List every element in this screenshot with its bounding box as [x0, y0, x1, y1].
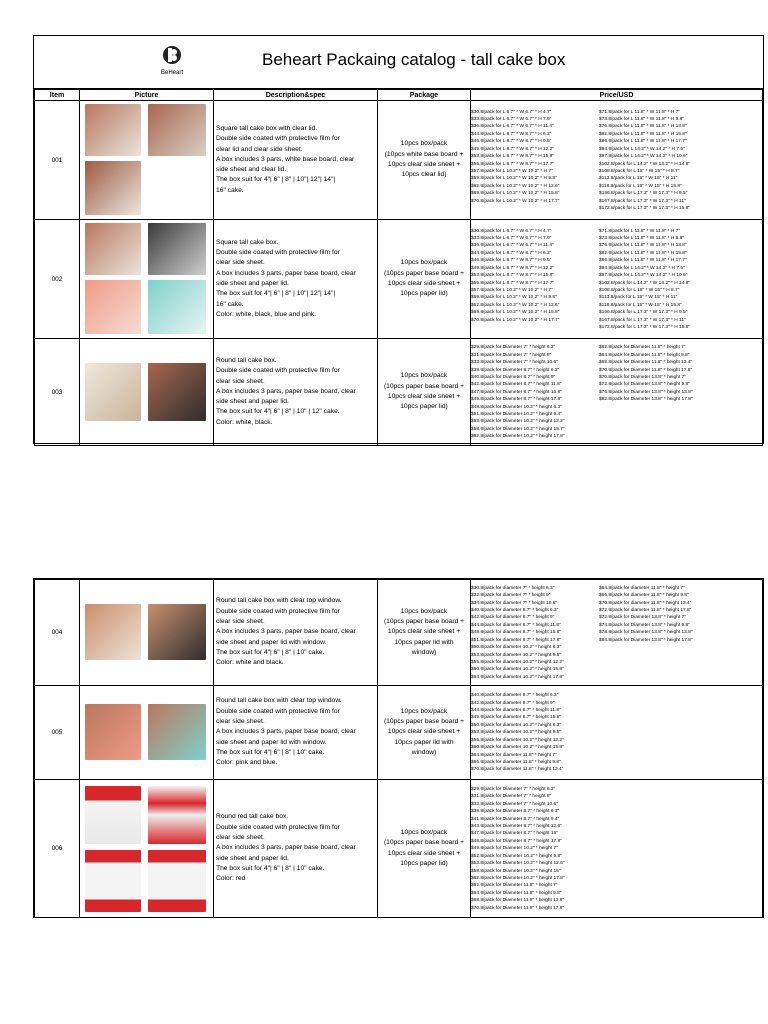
description-line: Round tall cake box with clear top window.: [216, 697, 342, 705]
price-line: $82.8/pack for L 11.8" * W 11.8" * H 15.8": [599, 131, 687, 137]
price-line: $55.8/pack for diameter 10.2" * height 12.2": [471, 659, 564, 665]
price-line: $72.8/pack for Diameter 13.8" * height 9.8": [599, 382, 690, 388]
description-cell: [214, 101, 378, 220]
table-row: [35, 686, 763, 780]
price-line: $41.8/pack for Diameter 8.7" * height 9.4": [471, 816, 560, 822]
item-number: 004: [35, 580, 80, 686]
price-line: $49.8/pack for L 8.7" * W 8.7" * H 12.2": [471, 265, 555, 271]
logo-text: BeHeart: [160, 70, 183, 76]
price-line: $53.8/pack for diameter 10.2" * height 9.5": [471, 730, 562, 736]
price-line: $97.8/pack for L 14.2" * W 14.2" * H 10.6": [599, 154, 688, 160]
price-line: $51.8/pack for Diameter 10.2" * height 9.4": [471, 412, 562, 418]
price-line: $66.8/pack for diameter 11.8" * height 9.8": [471, 759, 561, 765]
price-line: $32.8/pack for diameter 7" * height 9": [471, 593, 551, 599]
description-line: Color: red: [216, 875, 246, 883]
price-line: $62.8/pack for Diameter 11.8" * height 7": [599, 345, 686, 351]
price-list-right: [599, 109, 717, 213]
package-line: (10pcs paper base board +: [383, 269, 465, 277]
product-photos: [80, 339, 214, 446]
package-cell: [378, 220, 471, 339]
description-cell: [214, 580, 378, 686]
description-cell: [214, 780, 378, 918]
package-line: 10pcs box/pack: [400, 607, 448, 615]
price-line: $72.8/pack for Diameter 13.8" * height 7": [599, 615, 686, 621]
product-photos: [80, 580, 214, 686]
price-line: $78.8/pack for Diameter 13.8" * height 13.8": [599, 630, 693, 636]
price-list-right: [599, 344, 717, 403]
price-line: $97.8/pack for L 14.2" * W 14.2" * H 10.6": [599, 273, 688, 279]
description-line: 16" cake.: [216, 300, 244, 308]
price-line: $64.8/pack for diameter 11.8" * height 7": [599, 585, 685, 591]
price-line: $70.8/pack for Diameter 11.8" * height 17.8": [471, 905, 565, 911]
catalog-sheet-2: [33, 578, 764, 918]
price-list-left: [471, 786, 599, 912]
price-line: $76.8/pack for L 11.8" * W 11.8" * H 13.8": [599, 243, 687, 249]
description-line: Double side coated with protective film for: [216, 367, 340, 375]
price-line: $50.8/pack for diameter 10.2" * height 6.3": [471, 645, 562, 651]
description-line: 16" cake.: [216, 186, 244, 194]
description-line: clear side sheet.: [216, 377, 265, 385]
price-line: $69.8/pack for L 10.2" * W 10.2" * H 15.8": [471, 310, 560, 316]
description-line: Round tall cake box with clear top window.: [216, 597, 342, 605]
price-line: $72.8/pack for diameter 11.8" * height 17.8": [599, 608, 692, 614]
price-cell: [471, 580, 763, 686]
package-line: 10pcs clear side sheet +: [387, 849, 461, 857]
price-line: $49.8/pack for diameter 8.7" * height 15.8": [471, 630, 562, 636]
price-line: $71.8/pack for L 11.8" * W 11.8" * H 7": [599, 109, 681, 115]
product-photo: [148, 363, 206, 421]
product-photo: [148, 280, 206, 334]
price-line: $59.8/pack for L 10.2" * W 10.2" * H 9.8": [471, 176, 557, 182]
price-line: $74.8/pack for Diameter 13.8" * height 9.8": [599, 622, 690, 628]
price-line: $30.8/pack for diameter 7" * height 6.3": [471, 585, 555, 591]
price-line: $82.8/pack for L 11.8" * W 11.8" * H 15.8": [599, 250, 687, 256]
product-photo: [148, 704, 206, 760]
product-photos: [80, 101, 214, 220]
item-number: 001: [35, 101, 80, 220]
price-line: $84.8/pack for Diameter 13.8" * height 17.8": [599, 637, 693, 643]
package-line: 10pcs clear side sheet +: [387, 728, 461, 736]
price-line: $51.8/pack for diameter 8.7" * height 17.8": [471, 637, 562, 643]
logo-mark-icon: [152, 44, 192, 70]
table-row: [35, 580, 763, 686]
product-photo: [148, 104, 206, 156]
price-line: $70.8/pack for diameter 11.8" * height 13.4": [471, 767, 564, 773]
table-row: [35, 101, 763, 220]
price-line: $47.8/pack for Diameter 8.7" * height 15.8": [471, 389, 562, 395]
description-cell: [214, 339, 378, 446]
price-list-left: [471, 109, 599, 205]
description-line: clear side sheet.: [216, 618, 265, 626]
price-line: $118.8/pack for L 15" * W 15" * H 15.8": [599, 183, 682, 189]
description-line: Round red tall cake box.: [216, 813, 289, 821]
description-line: A box includes 3 parts, paper base board, clear: [216, 628, 356, 636]
product-photo: [85, 161, 141, 215]
price-line: $55.8/pack for L 8.7" * W 8.7" * H 17.7": [471, 161, 555, 167]
price-line: $68.8/pack for Diameter 11.8" * height 13.8": [471, 898, 565, 904]
price-line: $69.8/pack for L 10.2" * W 10.2" * H 15.8": [471, 191, 560, 197]
description-line: Color: white and black.: [216, 659, 284, 667]
price-line: $44.8/pack for L 8.7" * W 8.7" * H 6.3": [471, 250, 552, 256]
price-line: $53.8/pack for L 8.7" * W 8.7" * H 15.8": [471, 273, 555, 279]
package-line: 10pcs box/pack: [400, 140, 448, 148]
package-line: 10pcs box/pack: [400, 707, 448, 715]
price-line: $31.8/pack for Diameter 7" * height 9": [471, 794, 552, 800]
price-line: $70.8/pack for Diameter 11.8" * height 17.8": [599, 367, 693, 373]
header-item: Item: [35, 90, 80, 101]
page-title: Beheart Packaing catalog - tall cake box: [262, 50, 566, 69]
price-line: $48.8/pack for Diameter 8.7" * height 17.8": [471, 838, 562, 844]
description-line: Color: pink and blue.: [216, 759, 278, 767]
description-line: side sheet and paper lid.: [216, 854, 289, 862]
header-description: Description&spec: [214, 90, 378, 101]
package-line: window): [411, 748, 437, 756]
price-line: $43.8/pack for Diameter 8.7" * height 12.6": [471, 824, 562, 830]
package-cell: [378, 686, 471, 780]
product-photo: [148, 850, 206, 912]
package-line: 10pcs paper lid): [400, 859, 448, 867]
description-line: A box includes 3 parts, paper base board, clear: [216, 269, 356, 277]
price-line: $73.8/pack for L 11.8" * W 11.8" * H 9.8": [599, 117, 685, 123]
price-line: $40.8/pack for Diameter 8.7" * height 9": [471, 374, 556, 380]
catalog-table-2: [34, 579, 763, 918]
price-line: $33.8/pack for L 6.7" * W 6.7" * H 7.9": [471, 117, 552, 123]
header-package: Package: [378, 90, 471, 101]
price-line: $73.8/pack for L 11.8" * W 11.8" * H 9.8": [599, 236, 685, 242]
price-line: $49.8/pack for diameter 8.7" * height 15.8": [471, 715, 562, 721]
package-line: 10pcs paper lid): [400, 290, 448, 298]
price-line: $44.8/pack for diameter 8.7" * height 11.8": [471, 708, 561, 714]
price-line: $52.8/pack for Diameter 10.2" * height 9.8": [471, 853, 562, 859]
price-line: $108.8/pack for L 15" * W 15" * H 8.7": [599, 168, 680, 174]
price-line: $59.8/pack for L 10.2" * W 10.2" * H 9.8": [471, 295, 557, 301]
price-line: $70.8/pack for diameter 11.8" * height 13.4": [599, 600, 692, 606]
price-line: $156.8/pack for L 17.3" * W 17.3" * H 9.5": [599, 191, 688, 197]
description-line: The box suit for 4"| 6" | 8" | 10"| 12"| 14"|: [216, 290, 336, 298]
package-line: window): [411, 648, 437, 656]
description-line: Double side coated with protective film for: [216, 249, 340, 257]
price-line: $48.8/pack for Diameter 10.2" * height 6.3": [471, 404, 562, 410]
price-line: $94.8/pack for L 14.2" * W 14.2" * H 7.5": [599, 146, 685, 152]
description-line: A box includes 3 parts, paper base board, clear: [216, 728, 356, 736]
price-line: $62.8/pack for L 10.2" * W 10.2" * H 12.6": [471, 183, 560, 189]
price-line: $58.8/pack for Diameter 10.2" * height 15.7": [471, 426, 565, 432]
price-line: $40.8/pack for diameter 8.7" * height 6.3": [471, 608, 559, 614]
price-line: $70.8/pack for Diameter 13.8" * height 7": [599, 374, 686, 380]
catalog-sheet-1: [33, 35, 764, 444]
price-line: $76.8/pack for Diameter 13.8" * height 13.8": [599, 389, 693, 395]
price-line: $62.8/pack for L 10.2" * W 10.2" * H 12.6": [471, 302, 560, 308]
price-line: $57.8/pack for L 10.2" * W 10.2" * H 7": [471, 168, 553, 174]
description-line: clear side sheet.: [216, 718, 265, 726]
price-line: $113.8/pack for L 15" * W 15" * H 11": [599, 176, 678, 182]
catalog-header: [34, 36, 763, 89]
package-line: 10pcs box/pack: [400, 372, 448, 380]
description-line: side sheet and paper lid.: [216, 280, 289, 287]
package-line: (10pcs paper base board +: [383, 839, 465, 847]
price-line: $53.8/pack for Diameter 10.2" * height 12.2": [471, 419, 565, 425]
price-line: $102.8/pack for L 14.2" * W 14.2" * H 14.8": [599, 161, 691, 167]
package-line: 10pcs paper lid with: [394, 638, 454, 646]
product-photos: [80, 220, 214, 339]
price-line: $50.8/pack for diameter 10.2" * height 6.3": [471, 722, 562, 728]
price-line: $58.8/pack for Diameter 10.2" * height 15": [471, 868, 561, 874]
price-line: $42.8/pack for diameter 8.7" * height 9": [471, 700, 555, 706]
description-line: clear lid and clear side sheet.: [216, 145, 303, 153]
product-photo: [85, 604, 141, 660]
price-line: $57.8/pack for L 10.2" * W 10.2" * H 7": [471, 287, 553, 293]
price-list-left: [471, 228, 599, 324]
price-cell: [471, 780, 763, 918]
price-line: $66.8/pack for diameter 11.8" * height 9.8": [599, 593, 689, 599]
price-line: $62.8/pack for Diameter 10.2" * height 17.8": [471, 875, 565, 881]
description-cell: [214, 686, 378, 780]
description-line: Double side coated with protective film for: [216, 707, 340, 715]
description-line: The box suit for 4"| 6" | 8" | 10" | 12" cake.: [216, 408, 340, 416]
price-line: $44.8/pack for diameter 8.7" * height 11.8": [471, 622, 561, 628]
item-number: 006: [35, 780, 80, 918]
description-line: Double side coated with protective film for: [216, 607, 340, 615]
description-line: Double side coated with protective film for: [216, 823, 340, 831]
price-line: $49.8/pack for L 8.7" * W 8.7" * H 12.2": [471, 146, 555, 152]
price-line: $62.8/pack for Diameter 11.8" * height 7": [471, 883, 558, 889]
price-line: $64.8/pack for diameter 11.8" * height 7": [471, 752, 557, 758]
description-line: Double side coated with protective film for: [216, 135, 340, 143]
price-line: $30.8/pack for L 6.7" * W 6.7" * H 4.7": [471, 109, 552, 115]
product-photos: [80, 780, 214, 918]
description-line: A box includes 3 parts, white base board, clear: [216, 155, 355, 163]
price-list-right: [599, 585, 717, 644]
price-cell: [471, 220, 763, 339]
price-line: $33.8/pack for L 6.7" * W 6.7" * H 7.9": [471, 236, 552, 242]
product-photo: [148, 786, 206, 844]
item-number: 005: [35, 686, 80, 780]
package-line: 10pcs clear side sheet +: [387, 628, 461, 636]
price-line: $167.8/pack for L 17.3" * W 17.3" * H 11": [599, 198, 686, 204]
price-line: $60.8/pack for diameter 10.2" * height 15.8": [471, 667, 564, 673]
price-cell: [471, 339, 763, 446]
price-line: $49.8/pack for Diameter 8.7" * height 17.8": [471, 397, 562, 403]
package-line: 10pcs paper lid with: [394, 738, 454, 746]
price-line: $53.8/pack for L 8.7" * W 8.7" * H 15.8": [471, 154, 555, 160]
description-line: The box suit for 4"| 6" | 8" | 10" cake.: [216, 864, 325, 872]
package-line: 10pcs paper lid): [400, 403, 448, 411]
product-photo: [148, 223, 206, 275]
header-price: Price/USD: [471, 90, 763, 101]
description-line: Round tall cake box.: [216, 356, 277, 364]
description-line: clear side sheet.: [216, 834, 265, 842]
package-cell: [378, 580, 471, 686]
price-line: $86.8/pack for L 11.8" * W 11.8" * H 17.7": [599, 258, 687, 264]
price-line: $102.8/pack for L 14.2" * W 14.2" * H 14.8": [599, 280, 691, 286]
package-cell: [378, 101, 471, 220]
price-line: $172.8/pack for L 17.3" * W 17.3" * H 15.8": [599, 205, 691, 211]
price-line: $53.8/pack for Diameter 10.2" * height 12.6": [471, 861, 565, 867]
price-line: $34.8/pack for diameter 7" * height 10.6": [471, 600, 558, 606]
description-line: Color: white, black, blue and pink.: [216, 310, 316, 318]
price-line: $44.8/pack for L 8.7" * W 8.7" * H 6.3": [471, 131, 552, 137]
price-line: $36.8/pack for L 6.7" * W 6.7" * H 11.4": [471, 124, 554, 130]
price-list-left: [471, 692, 599, 773]
price-line: $71.8/pack for L 11.8" * W 11.8" * H 7": [599, 228, 681, 234]
package-line: (10pcs paper base board +: [383, 618, 465, 626]
price-line: $64.8/pack for Diameter 11.8" * height 9.8": [599, 352, 690, 358]
description-line: A box includes 3 parts, paper base board, clear: [216, 387, 356, 395]
product-photo: [85, 280, 141, 334]
description-line: Square tall cake box.: [216, 238, 279, 246]
price-line: $82.8/pack for Diameter 13.8" * height 17.8": [599, 397, 693, 403]
price-line: $64.8/pack for diameter 10.2" * height 17.8": [471, 674, 564, 680]
item-number: 003: [35, 339, 80, 446]
description-line: The box suit for 4"| 6" | 8" | 10" cake.: [216, 648, 325, 656]
price-line: $94.8/pack for L 14.2" * W 14.2" * H 7.5": [599, 265, 685, 271]
price-line: $40.8/pack for diameter 8.7" * height 6.3": [471, 693, 559, 699]
price-line: $64.8/pack for Diameter 11.8" * height 9.8": [471, 890, 562, 896]
product-photo: [85, 223, 141, 275]
price-line: $47.8/pack for Diameter 8.7" * height 15": [471, 831, 558, 837]
price-line: $33.8/pack for Diameter 7" * height 10.6": [471, 360, 558, 366]
package-line: 10pcs clear side sheet +: [387, 161, 461, 168]
price-line: $118.8/pack for L 15" * W 15" * H 15.8": [599, 302, 682, 308]
description-line: The box suit for 4"| 6" | 8" | 10" cake.: [216, 748, 325, 756]
description-line: side sheet and clear lid.: [216, 166, 287, 174]
price-line: $108.8/pack for L 15" * W 15" * H 8.7": [599, 287, 680, 293]
price-line: $172.8/pack for L 17.3" * W 17.3" * H 15.8": [599, 324, 691, 330]
header-picture: Picture: [80, 90, 214, 101]
package-line: (10pcs paper base board +: [383, 718, 465, 726]
package-line: 10pcs box/pack: [400, 828, 448, 836]
price-line: $42.8/pack for diameter 8.7" * height 9": [471, 615, 555, 621]
beheart-logo: [152, 44, 212, 82]
package-cell: [378, 339, 471, 446]
description-line: side sheet and paper lid with window.: [216, 738, 327, 746]
price-line: $29.8/pack for Diameter 7" * height 6.3": [471, 345, 556, 351]
price-line: $33.8/pack for Diameter 7" * height 10.6": [471, 801, 558, 807]
price-line: $31.8/pack for Diameter 7" * height 9": [471, 352, 552, 358]
description-line: Color: white, black.: [216, 418, 273, 426]
package-line: 10pcs clear side sheet +: [387, 393, 461, 400]
table-row: [35, 339, 763, 446]
price-line: $167.8/pack for L 17.3" * W 17.3" * H 11": [599, 317, 686, 323]
price-line: $46.8/pack for L 8.7" * W 8.7" * H 9.5": [471, 139, 552, 145]
product-photo: [85, 104, 141, 156]
price-list-left: [471, 344, 599, 440]
price-line: $36.8/pack for L 6.7" * W 6.7" * H 11.4": [471, 243, 554, 249]
price-line: $49.8/pack for Diameter 10.2" * height 7": [471, 846, 558, 852]
price-line: $30.8/pack for L 6.7" * W 6.7" * H 4.7": [471, 228, 552, 234]
catalog-table-1: [34, 89, 763, 446]
price-list-right: [599, 228, 717, 332]
package-line: 10pcs box/pack: [400, 259, 448, 267]
package-line: 10pcs clear side sheet +: [387, 280, 461, 287]
price-cell: [471, 686, 763, 780]
price-line: $53.8/pack for diameter 10.2" * height 9.5": [471, 652, 562, 658]
price-line: $76.8/pack for L 11.8" * W 11.8" * H 13.8": [599, 124, 687, 130]
price-line: $86.8/pack for L 11.8" * W 11.8" * H 17.7": [599, 139, 687, 145]
price-line: $55.8/pack for diameter 10.2" * height 12.2": [471, 737, 564, 743]
price-line: $60.8/pack for diameter 10.2" * height 15.8": [471, 745, 564, 751]
price-line: $29.8/pack for Diameter 7" * height 6.3": [471, 787, 556, 793]
price-line: $70.8/pack for L 10.2" * W 10.2" * H 17.7": [471, 198, 560, 204]
description-line: A box includes 3 parts, paper base board, clear: [216, 844, 356, 852]
price-line: $38.8/pack for Diameter 8.7" * height 6.3": [471, 809, 560, 815]
product-photo: [85, 363, 141, 421]
price-line: $42.8/pack for Diameter 8.7" * height 11.8": [471, 382, 562, 388]
description-line: side sheet and paper lid with window.: [216, 638, 327, 646]
package-line: (10pcs white base board +: [384, 150, 464, 158]
description-line: The box suit for 4"| 6" | 8" | 10"| 12"| 14"|: [216, 176, 336, 184]
package-cell: [378, 780, 471, 918]
price-line: $38.8/pack for Diameter 8.7" * height 6.3": [471, 367, 560, 373]
package-line: (10pcs paper base board +: [383, 382, 465, 390]
description-line: side sheet and paper lid.: [216, 398, 289, 406]
table-row: [35, 220, 763, 339]
product-photo: [148, 604, 206, 660]
price-cell: [471, 101, 763, 220]
table-header-row: [35, 90, 763, 101]
price-line: $55.8/pack for L 8.7" * W 8.7" * H 17.7": [471, 280, 555, 286]
product-photo: [85, 704, 141, 760]
product-photos: [80, 686, 214, 780]
price-line: $156.8/pack for L 17.3" * W 17.3" * H 9.5": [599, 310, 688, 316]
description-line: Square tall cake box with clear lid.: [216, 124, 318, 132]
product-photo: [85, 850, 141, 912]
product-photo: [85, 786, 141, 844]
description-line: clear side sheet.: [216, 259, 265, 267]
price-line: $62.8/pack for Diameter 10.2" * height 17.8": [471, 434, 565, 440]
table-row: [35, 780, 763, 918]
price-line: $113.8/pack for L 15" * W 15" * H 11": [599, 295, 678, 301]
price-line: $68.8/pack for Diameter 11.8" * height 13.4": [599, 360, 693, 366]
price-line: $46.8/pack for L 8.7" * W 8.7" * H 9.5": [471, 258, 552, 264]
package-line: 10pcs clear lid): [401, 171, 447, 179]
description-cell: [214, 220, 378, 339]
price-line: $70.8/pack for L 10.2" * W 10.2" * H 17.7": [471, 317, 560, 323]
item-number: 002: [35, 220, 80, 339]
price-list-left: [471, 585, 599, 681]
